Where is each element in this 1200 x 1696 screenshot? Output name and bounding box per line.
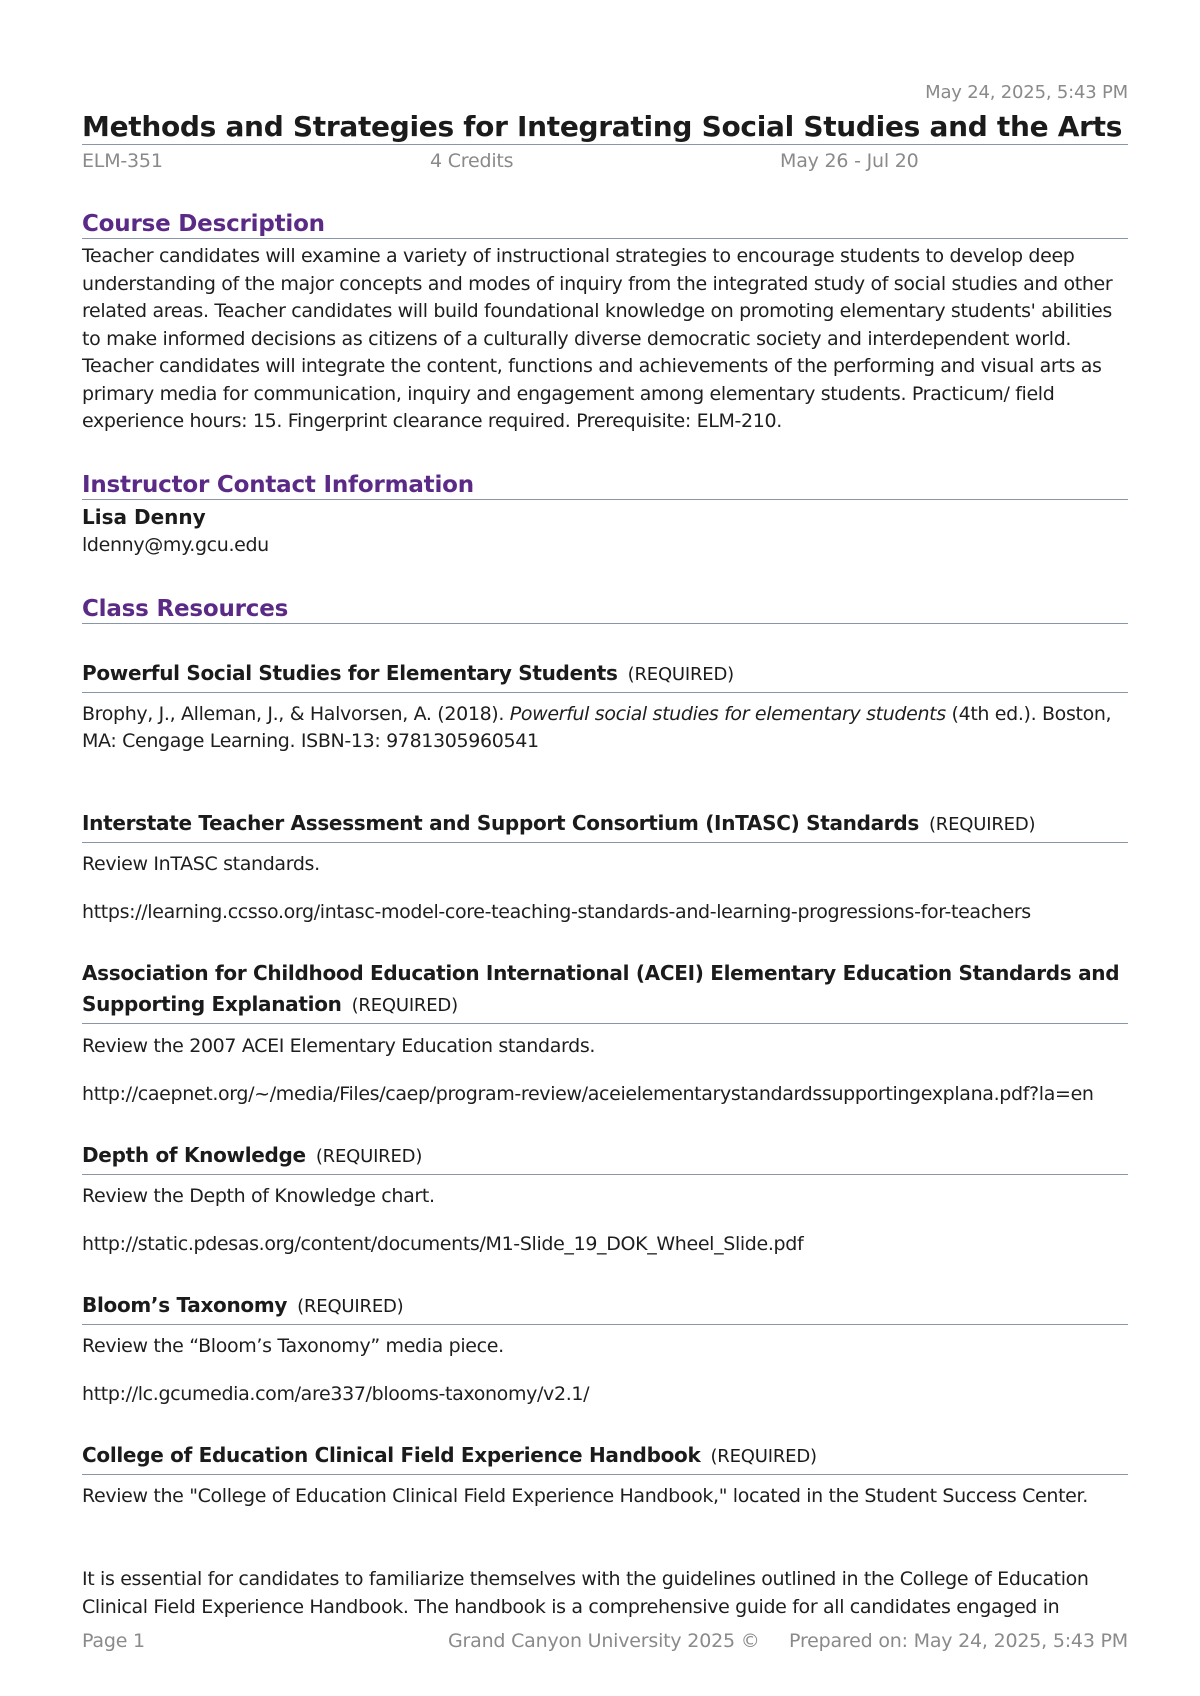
required-tag: (REQUIRED) <box>315 1146 423 1167</box>
citation-authors: Brophy, J., Alleman, J., & Halvorsen, A. (2018). <box>82 703 510 725</box>
resource-title-text: Interstate Teacher Assessment and Support Consortium (InTASC) Standards <box>82 811 919 835</box>
instructor-heading: Instructor Contact Information <box>82 472 1128 500</box>
course-title: Methods and Strategies for Integrating Social Studies and the Arts <box>82 110 1128 145</box>
required-tag: (REQUIRED) <box>297 1296 404 1317</box>
resource-title-text: Bloom’s Taxonomy <box>82 1293 288 1317</box>
resource-link[interactable]: http://static.pdesas.org/content/documents/M1-Slide_19_DOK_Wheel_Slide.pdf <box>82 1233 804 1255</box>
required-tag: (REQUIRED) <box>627 664 734 685</box>
resource-citation-line2: MA: Cengage Learning. ISBN-13: 9781305960541 <box>82 730 539 752</box>
resource-description: Review the “Bloom’s Taxonomy” media piece. <box>82 1335 504 1357</box>
resource-citation <box>82 703 1111 725</box>
footer-page-number: Page 1 <box>82 1630 145 1652</box>
resource-title <box>82 1290 1128 1325</box>
print-timestamp: May 24, 2025, 5:43 PM <box>925 82 1128 103</box>
resource-link[interactable]: http://lc.gcumedia.com/are337/blooms-taxonomy/v2.1/ <box>82 1383 590 1405</box>
resource-link[interactable]: https://learning.ccsso.org/intasc-model-core-teaching-standards-and-learning-progressions-for-teachers <box>82 901 1031 923</box>
instructor-email[interactable]: ldenny@my.gcu.edu <box>82 534 269 556</box>
resource-paragraph: It is essential for candidates to familiarize themselves with the guidelines outlined in the College of Education Clinical Field Experience Handbook. The handbook is a comprehensive guide for all candidates engaged in <box>82 1568 1089 1618</box>
resource-title <box>82 658 1128 693</box>
resource-description: Review InTASC standards. <box>82 853 320 875</box>
instructor-name: Lisa Denny <box>82 505 206 529</box>
resource-title <box>82 1440 1128 1475</box>
footer-copyright: Grand Canyon University 2025 © <box>448 1630 760 1652</box>
resource-title <box>82 808 1128 843</box>
resource-title-text: Powerful Social Studies for Elementary Students <box>82 661 618 685</box>
citation-edition: (4th ed.). Boston, <box>945 703 1112 725</box>
course-credits: 4 Credits <box>430 150 514 172</box>
citation-book-title: Powerful social studies for elementary students <box>509 703 946 725</box>
course-code: ELM-351 <box>82 150 163 172</box>
resource-description: Review the "College of Education Clinical Field Experience Handbook," located in the Student Success Center. <box>82 1485 1088 1507</box>
resource-link[interactable]: http://caepnet.org/~/media/Files/caep/program-review/aceielementarystandardssupportingexplana.pdf?la=en <box>82 1083 1094 1105</box>
required-tag: (REQUIRED) <box>928 814 1036 835</box>
resource-title-text: College of Education Clinical Field Experience Handbook <box>82 1443 701 1467</box>
course-description-heading: Course Description <box>82 211 1128 239</box>
resource-title-text: Association for Childhood Education International (ACEI) Elementary Education Standards and Supporting Explanation <box>82 961 1120 1016</box>
required-tag: (REQUIRED) <box>351 995 458 1016</box>
required-tag: (REQUIRED) <box>710 1446 817 1467</box>
resource-title <box>82 958 1128 1024</box>
resource-title-text: Depth of Knowledge <box>82 1143 306 1167</box>
class-resources-heading: Class Resources <box>82 596 1128 624</box>
footer-prepared-date: Prepared on: May 24, 2025, 5:43 PM <box>789 1630 1128 1652</box>
resource-title <box>82 1140 1128 1175</box>
syllabus-page <box>82 0 1128 1696</box>
course-dates: May 26 - Jul 20 <box>780 150 919 172</box>
resource-description: Review the Depth of Knowledge chart. <box>82 1185 435 1207</box>
resource-description: Review the 2007 ACEI Elementary Education standards. <box>82 1035 596 1057</box>
course-description-text: Teacher candidates will examine a variety of instructional strategies to encourage students to develop deep understanding of the major concepts and modes of inquiry from the integrated study of social studies and other related areas. Teacher candidates will build foundational knowledge on promoting elementary students' abilities to make informed decisions as citizens of a culturally diverse democratic society and interdependent world. Teacher candidates will integrate the content, functions and achievements of the performing and visual arts as primary media for communication, inquiry and engagement among elementary students. Practicum/ field experience hours: 15. Fingerprint clearance required. Prerequisite: ELM-210. <box>82 245 1113 432</box>
